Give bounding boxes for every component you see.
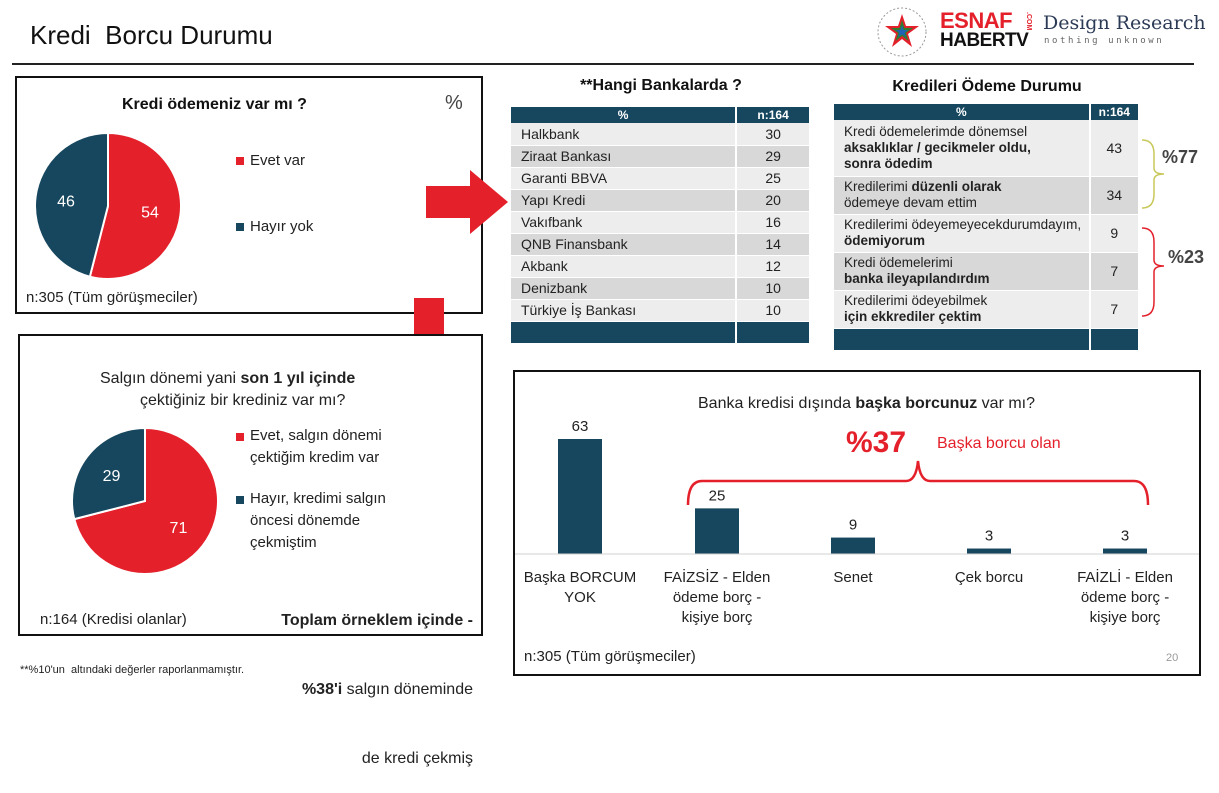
table-row	[511, 277, 810, 299]
logo-design-research: Design Research	[1043, 12, 1206, 34]
bank-name: QNB Finansbank	[511, 233, 736, 255]
bank-name: Halkbank	[511, 123, 736, 145]
table-row	[511, 145, 810, 167]
banks-table	[511, 107, 811, 344]
banks-table-title: **Hangi Bankalarda ?	[580, 77, 742, 94]
bar-category-label: Çek borcu	[954, 569, 1024, 586]
bar-data-label: 25	[708, 487, 726, 505]
legend-label-hayir: Hayır yok	[250, 218, 314, 235]
pie-data-label: 46	[57, 193, 75, 211]
group-total-77: %77	[1162, 147, 1199, 167]
payment-status-value: 43	[1090, 120, 1139, 176]
legend-label-evet-salgin: Evet, salgın dönemi çektiğim kredim var	[250, 427, 382, 466]
bank-name: Garanti BBVA	[511, 167, 736, 189]
payment-status-text: Kredi ödemelerimde dönemsel aksaklıklar / gecikmeler oldu, sonra ödedim	[834, 120, 1090, 176]
pie-chart-kredi-odeme	[30, 130, 186, 282]
legend-label-evet: Evet var	[250, 152, 306, 169]
bank-value: 29	[736, 145, 810, 167]
table-row	[834, 120, 1139, 176]
bank-name: Denizbank	[511, 277, 736, 299]
payment-status-value: 34	[1090, 176, 1139, 214]
bank-value: 16	[736, 211, 810, 233]
table-row	[834, 214, 1139, 252]
table-row	[511, 211, 810, 233]
bank-value: 14	[736, 233, 810, 255]
bottom-footnote: **%10'un altındaki değerler raporlanmamıştır.	[20, 664, 245, 676]
page-title: Kredi Borcu Durumu	[30, 20, 273, 50]
legend-swatch-evet-salgin	[236, 433, 244, 441]
panel2-base: n:164 (Kredisi olanlar)	[40, 611, 187, 628]
payment-col-header-pct: %	[834, 104, 1090, 120]
payment-status-value: 9	[1090, 214, 1139, 252]
bar	[558, 439, 602, 554]
bar	[967, 549, 1011, 554]
bank-name: Vakıfbank	[511, 211, 736, 233]
bank-name: Ziraat Bankası	[511, 145, 736, 167]
panel1-percent-sign: %	[445, 92, 463, 114]
bank-value: 12	[736, 255, 810, 277]
bar-category-label: Başka BORCUM YOK	[523, 569, 637, 606]
payment-status-text: Kredi ödemelerimi banka ileyapılandırdım	[834, 252, 1090, 290]
panel3-base: n:305 (Tüm görüşmeciler)	[524, 648, 696, 665]
bar-category-label: FAİZSİZ - Elden ödeme borç - kişiye borç	[663, 569, 771, 626]
bank-value: 30	[736, 123, 810, 145]
bank-value: 10	[736, 299, 810, 321]
bar-category-label: Senet	[833, 569, 873, 586]
table-row	[834, 252, 1139, 290]
logo-com: .COM	[1025, 12, 1032, 31]
panel1-base: n:305 (Tüm görüşmeciler)	[26, 289, 198, 306]
payment-status-value: 7	[1090, 252, 1139, 290]
bank-name: Türkiye İş Bankası	[511, 299, 736, 321]
table-row	[511, 233, 810, 255]
table-row	[511, 255, 810, 277]
group-label-baska-borcu-olan: Başka borcu olan	[937, 435, 1061, 452]
bank-value: 20	[736, 189, 810, 211]
legend-swatch-hayir	[236, 223, 244, 231]
arrow-right-icon	[426, 170, 508, 234]
panel2-question-line2: çektiğiniz bir krediniz var mı?	[140, 392, 346, 409]
bar-data-label: 9	[848, 516, 858, 534]
group-total-23: %23	[1168, 247, 1205, 267]
bar	[695, 508, 739, 554]
bank-value: 25	[736, 167, 810, 189]
bar	[831, 538, 875, 554]
table-footer-band	[511, 321, 810, 343]
logo-tagline: nothing unknown	[1044, 36, 1165, 46]
table-row	[511, 167, 810, 189]
bank-name: Akbank	[511, 255, 736, 277]
legend-swatch-evet	[236, 157, 244, 165]
group-pct-37: %37	[846, 426, 907, 459]
bar-data-label: 63	[571, 418, 589, 435]
table-footer-band	[834, 328, 1139, 350]
table-row	[834, 290, 1139, 328]
table-row	[511, 189, 810, 211]
bar-chart-baska-borc	[513, 370, 1201, 676]
bar-data-label: 3	[984, 527, 994, 545]
pie-chart-salgin	[52, 425, 218, 577]
bracket-olive	[1142, 140, 1164, 208]
payment-table	[834, 104, 1140, 351]
logo-esnaf: ESNAF	[940, 8, 1013, 33]
panel2-question-line1: Salgın dönemi yani son 1 yıl içinde	[100, 370, 356, 387]
panel3-question: Banka kredisi dışında başka borcunuz var mı?	[698, 395, 1036, 412]
payment-status-value: 7	[1090, 290, 1139, 328]
pie-data-label: 71	[169, 519, 188, 537]
pie-data-label: 29	[102, 468, 121, 486]
bank-value: 10	[736, 277, 810, 299]
payment-status-text: Kredilerimi ödeyemeyecekdurumdayım, ödemiyorum	[834, 214, 1090, 252]
logo-habertv: HABERTV	[940, 30, 1029, 51]
pie-data-label: 54	[141, 204, 159, 222]
star-logo-icon	[876, 6, 928, 58]
panel1-question: Kredi ödemeniz var mı ?	[122, 96, 307, 113]
page-number: 20	[1166, 652, 1179, 664]
title-divider	[12, 63, 1194, 65]
bracket-red	[1142, 228, 1164, 316]
bank-name: Yapı Kredi	[511, 189, 736, 211]
table-row	[834, 176, 1139, 214]
panel2-note: Toplam örneklem içinde - %38'i salgın döneminde de kredi çekmiş	[281, 612, 473, 767]
banks-col-header-pct: %	[511, 107, 736, 123]
banks-col-header-n: n:164	[736, 107, 810, 123]
payment-status-text: Kredilerimi düzenli olarak ödemeye devam ettim	[834, 176, 1090, 214]
payment-col-header-n: n:164	[1090, 104, 1139, 120]
bar-category-label: FAİZLİ - Elden ödeme borç - kişiye borç	[1077, 569, 1173, 626]
payment-status-text: Kredilerimi ödeyebilmek için ekkrediler çektim	[834, 290, 1090, 328]
legend-swatch-hayir-salgin	[236, 496, 244, 504]
table-row	[511, 123, 810, 145]
bar-data-label: 3	[1120, 527, 1130, 545]
legend-label-hayir-salgin: Hayır, kredimi salgın öncesi dönemde çekmiştim	[250, 490, 386, 551]
bar	[1103, 549, 1147, 554]
payment-table-title: Kredileri Ödeme Durumu	[892, 78, 1082, 95]
table-row	[511, 299, 810, 321]
